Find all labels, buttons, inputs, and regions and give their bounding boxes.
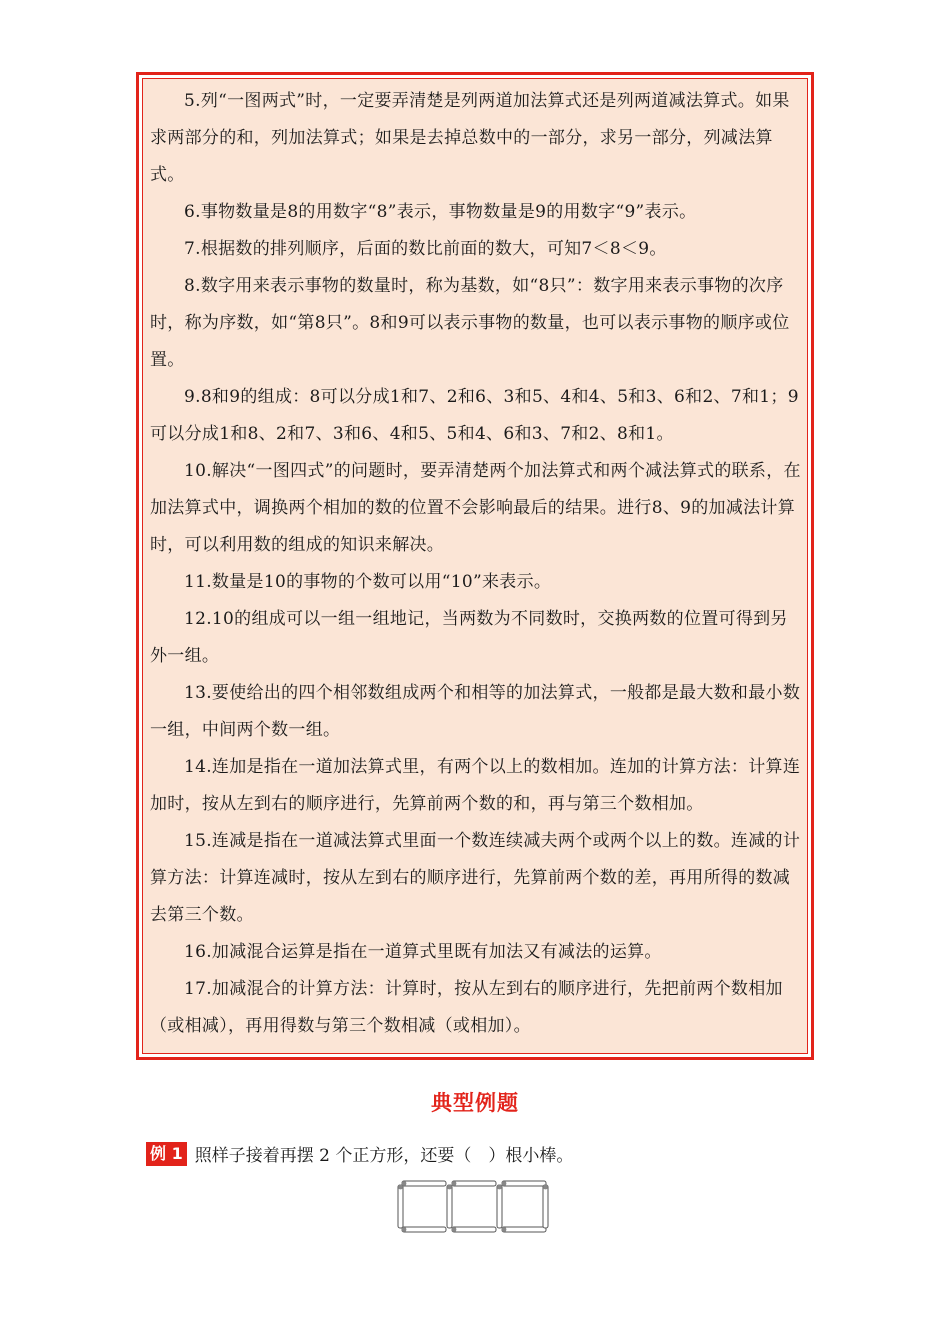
knowledge-box (136, 72, 814, 1060)
section-heading: 典型例题 (431, 1090, 519, 1115)
example-tag: 例 1 (146, 1142, 187, 1166)
knowledge-point-17: 17.加减混合的计算方法：计算时，按从左到右的顺序进行，先把前两个数相加（或相减），再用得数与第三个数相减（或相加）。 (150, 979, 783, 1036)
knowledge-point-14: 14.连加是指在一道加法算式里，有两个以上的数相加。连加的计算方法：计算连加时，按从左到右的顺序进行，先算前两个数的和，再与第三个数相加。 (150, 757, 801, 814)
knowledge-point-15: 15.连减是指在一道减法算式里面一个数连续减夫两个或两个以上的数。连减的计算方法：计算连减时，按从左到右的顺序进行，先算前两个数的差，再用所得的数减去第三个数。 (150, 831, 801, 925)
knowledge-point-7: 7.根据数的排列顺序，后面的数比前面的数大，可知7＜8＜9。 (184, 239, 667, 259)
matchstick-squares-icon (397, 1180, 549, 1238)
knowledge-point-8: 8.数字用来表示事物的数量时，称为基数，如“8只”：数字用来表示事物的次序时，称为序数，如“第8只”。8和9可以表示事物的数量，也可以表示事物的顺序或位置。 (150, 276, 790, 370)
example-1 (146, 1141, 573, 1166)
knowledge-point-5: 5.列“一图两式”时，一定要弄清楚是列两道加法算式还是列两道减法算式。如果求两部分的和，列加法算式；如果是去掉总数中的一部分，求另一部分，列减法算式。 (150, 91, 790, 185)
example-question: 照样子接着再摆 2 个正方形，还要（ ）根小棒。 (194, 1146, 574, 1166)
knowledge-point-6: 6.事物数量是8的用数字“8”表示，事物数量是9的用数字“9”表示。 (184, 202, 697, 222)
knowledge-point-12: 12.10的组成可以一组一组地记，当两数为不同数时，交换两数的位置可得到另外一组。 (150, 609, 788, 666)
knowledge-point-10: 10.解决“一图四式”的问题时，要弄清楚两个加法算式和两个减法算式的联系，在加法算式中，调换两个相加的数的位置不会影响最后的结果。进行8、9的加减法计算时，可以利用数的组成的知识来解决。 (150, 461, 801, 555)
knowledge-point-11: 11.数量是10的事物的个数可以用“10”来表示。 (184, 572, 552, 592)
knowledge-point-16: 16.加减混合运算是指在一道算式里既有加法又有减法的运算。 (184, 942, 662, 962)
knowledge-point-9: 9.8和9的组成：8可以分成1和7、2和6、3和5、4和4、5和3、6和2、7和1；9可以分成1和8、2和7、3和6、4和5、5和4、6和3、7和2、8和1。 (150, 387, 799, 444)
knowledge-point-13: 13.要使给出的四个相邻数组成两个和相等的加法算式，一般都是最大数和最小数一组，中间两个数一组。 (150, 683, 801, 740)
knowledge-box-inner (142, 78, 808, 1054)
